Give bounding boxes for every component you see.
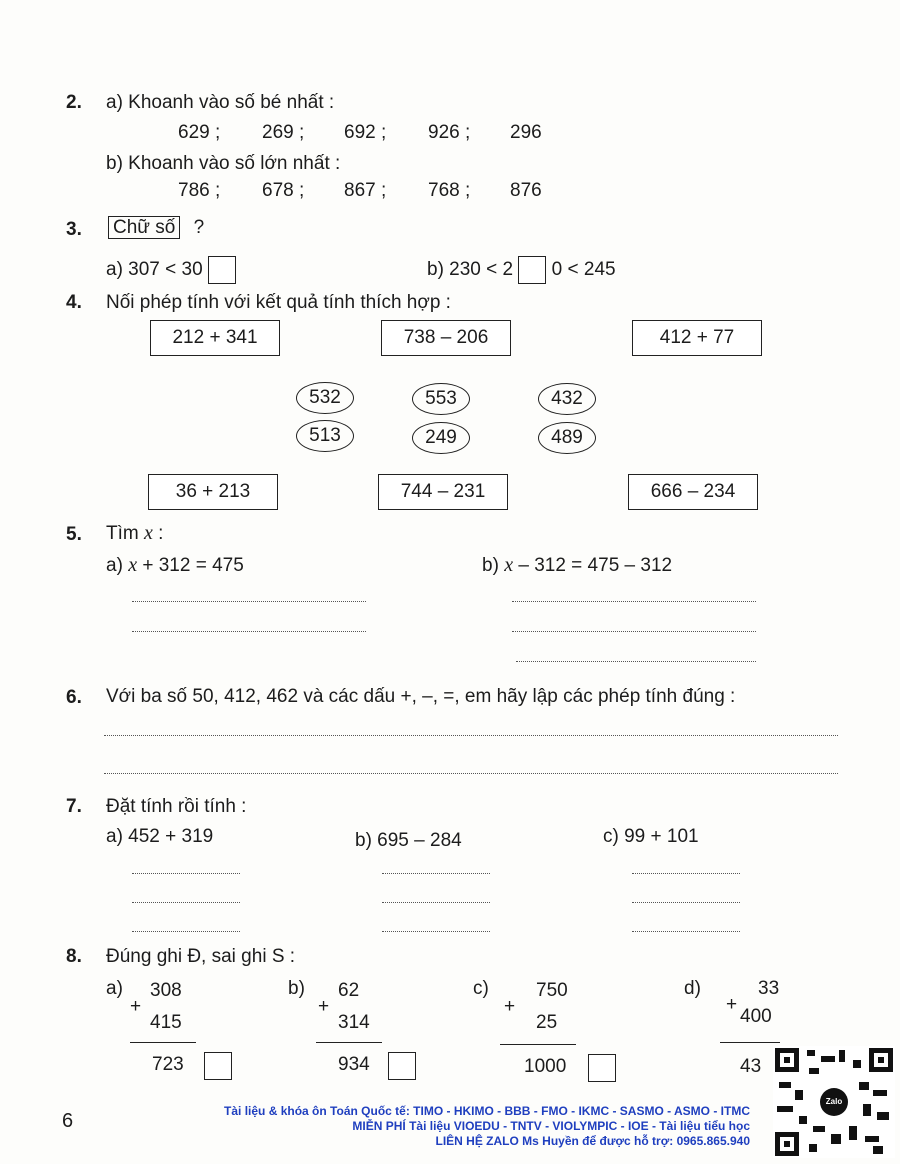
qr-module [849,1126,857,1140]
q7-number: 7. [66,796,82,817]
q8-top-operand: 33 [758,978,780,999]
q5-a-variable: x [128,554,138,576]
answer-dotted-line[interactable] [512,631,756,632]
footer-line: MIỄN PHÍ Tài liệu VIOEDU - TNTV - VIOLYMPIC - IOE - Tài liệu tiểu học [352,1119,750,1133]
q8-answer-box[interactable] [388,1052,416,1080]
q2-a-value[interactable]: 269 ; [262,122,305,143]
q2-a-value[interactable]: 629 ; [178,122,221,143]
q3-a-row [106,256,236,284]
q2-number: 2. [66,92,82,113]
q4-expression-box[interactable]: 36 + 213 [148,474,278,510]
qr-module [799,1116,807,1124]
q5-b-equation [482,554,672,577]
qr-module [859,1082,869,1090]
q2-b-value[interactable]: 786 ; [178,180,221,201]
qr-module [839,1050,845,1062]
q3-a-answer-box[interactable] [208,256,236,284]
qr-code[interactable] [773,1046,895,1158]
q8-checkbox[interactable] [204,1052,232,1080]
qr-module [865,1136,879,1142]
answer-dotted-line[interactable] [132,902,240,903]
answer-dotted-line[interactable] [132,631,366,632]
q3-a-text: a) 307 < 30 [106,259,203,281]
q8-item-label: d) [684,978,701,999]
q3-b-answer-box[interactable] [518,256,546,284]
answer-dotted-line[interactable] [132,931,240,932]
sum-line [720,1042,780,1043]
q2-a-value[interactable]: 296 [510,122,542,143]
q3-heading [108,217,204,239]
q4-expression-box[interactable]: 738 – 206 [381,320,511,356]
q5-a-prefix: a) [106,555,123,576]
q4-result-oval[interactable]: 553 [412,383,470,415]
sum-line [130,1042,196,1043]
q8-answer-box[interactable] [204,1052,232,1080]
q4-expression-box[interactable]: 212 + 341 [150,320,280,356]
qr-module [795,1090,803,1100]
q4-result-oval[interactable]: 532 [296,382,354,414]
answer-dotted-line[interactable] [104,735,838,736]
qr-module [873,1146,883,1154]
q5-heading [106,522,163,545]
qr-finder-pattern [775,1132,799,1156]
q7-a-problem: a) 452 + 319 [106,826,214,847]
q5-text: Tìm [106,523,139,544]
q2-a-value[interactable]: 926 ; [428,122,471,143]
q5-b-rest: – 312 = 475 – 312 [518,555,673,576]
q6-number: 6. [66,687,82,708]
answer-dotted-line[interactable] [104,773,838,774]
plus-sign: + [726,994,738,1015]
q8-number: 8. [66,946,82,967]
q2-b-value[interactable]: 768 ; [428,180,471,201]
q8-answer-box[interactable] [588,1054,616,1082]
footer-line: Tài liệu & khóa ôn Toán Quốc tế: TIMO - HKIMO - BBB - FMO - IKMC - SASMO - ASMO - ITMC [224,1104,750,1118]
qr-finder-pattern [775,1048,799,1072]
sum-line [500,1044,576,1045]
q8-result: 43 [740,1056,762,1077]
q5-a-equation [106,554,244,577]
q6-text: Với ba số 50, 412, 462 và các dấu +, –, =, em hãy lập các phép tính đúng : [106,686,736,707]
q8-item-label: b) [288,978,305,999]
answer-dotted-line[interactable] [132,601,366,602]
qr-module [853,1060,861,1068]
q8-bottom-operand: 400 [740,1006,772,1027]
q2-b-text: b) Khoanh vào số lớn nhất : [106,153,341,174]
q8-result: 1000 [524,1056,567,1077]
qr-module [821,1056,835,1062]
qr-module [777,1106,793,1112]
qr-module [877,1112,889,1120]
q5-a-rest: + 312 = 475 [142,555,244,576]
qr-module [809,1068,819,1074]
plus-sign: + [318,996,330,1017]
q8-top-operand: 308 [150,980,182,1001]
zalo-logo-icon: Zalo [820,1088,848,1116]
q4-expression-box[interactable]: 412 + 77 [632,320,762,356]
footer-line: LIÊN HỆ ZALO Ms Huyền để được hỗ trợ: 0965.865.940 [435,1134,750,1148]
q8-bottom-operand: 415 [150,1012,182,1033]
q5-b-prefix: b) [482,555,499,576]
answer-dotted-line[interactable] [132,873,240,874]
qr-module [813,1126,825,1132]
q2-b-value[interactable]: 678 ; [262,180,305,201]
q2-b-value[interactable]: 867 ; [344,180,387,201]
q7-text: Đặt tính rồi tính : [106,796,247,817]
qr-module [809,1144,817,1152]
q3-b-left-text: b) 230 < 2 [427,259,514,281]
qr-module [807,1050,815,1056]
q2-b-value[interactable]: 876 [510,180,542,201]
sum-line [316,1042,382,1043]
page-number: 6 [62,1110,74,1132]
plus-sign: + [130,996,142,1017]
q3-b-row [427,256,616,284]
answer-dotted-line[interactable] [632,902,740,903]
q4-result-oval[interactable]: 432 [538,383,596,415]
q8-result: 934 [338,1054,370,1075]
q3-number: 3. [66,219,82,240]
answer-dotted-line[interactable] [382,902,490,903]
q4-result-oval[interactable]: 489 [538,422,596,454]
qr-module [873,1090,887,1096]
q8-top-operand: 750 [536,980,568,1001]
q3-label: Chữ số [108,216,180,239]
qr-finder-pattern [869,1048,893,1072]
q5-b-variable: x [504,554,514,576]
q8-checkbox[interactable] [388,1052,416,1080]
q5-colon: : [158,523,164,544]
q4-expression-box[interactable]: 744 – 231 [378,474,508,510]
q8-bottom-operand: 314 [338,1012,370,1033]
footer-text [50,1104,750,1149]
q4-expression-box[interactable]: 666 – 234 [628,474,758,510]
q5-number: 5. [66,524,82,545]
q2-a-text: a) Khoanh vào số bé nhất : [106,92,335,113]
q8-checkbox[interactable] [588,1054,616,1082]
qr-module [831,1134,841,1144]
q8-item-label: a) [106,978,123,999]
q3-b-right-text: 0 < 245 [551,259,616,281]
q8-result: 723 [152,1054,184,1075]
q8-item-label: c) [473,978,489,999]
q8-top-operand: 62 [338,980,360,1001]
q4-number: 4. [66,292,82,313]
q7-b-problem: b) 695 – 284 [355,830,462,851]
answer-dotted-line[interactable] [632,873,740,874]
q7-c-problem: c) 99 + 101 [603,826,699,847]
q5-variable: x [144,522,153,544]
q2-a-value[interactable]: 692 ; [344,122,387,143]
answer-dotted-line[interactable] [632,931,740,932]
q8-bottom-operand: 25 [536,1012,558,1033]
q4-result-oval[interactable]: 513 [296,420,354,452]
plus-sign: + [504,996,516,1017]
q4-text: Nối phép tính với kết quả tính thích hợp : [106,292,451,313]
qr-module [779,1082,791,1088]
q8-text: Đúng ghi Đ, sai ghi S : [106,946,296,967]
qr-module [863,1104,871,1116]
answer-dotted-line[interactable] [512,601,756,602]
q3-question-mark: ? [193,217,205,238]
answer-dotted-line[interactable] [382,873,490,874]
answer-dotted-line[interactable] [516,661,756,662]
q4-result-oval[interactable]: 249 [412,422,470,454]
answer-dotted-line[interactable] [382,931,490,932]
